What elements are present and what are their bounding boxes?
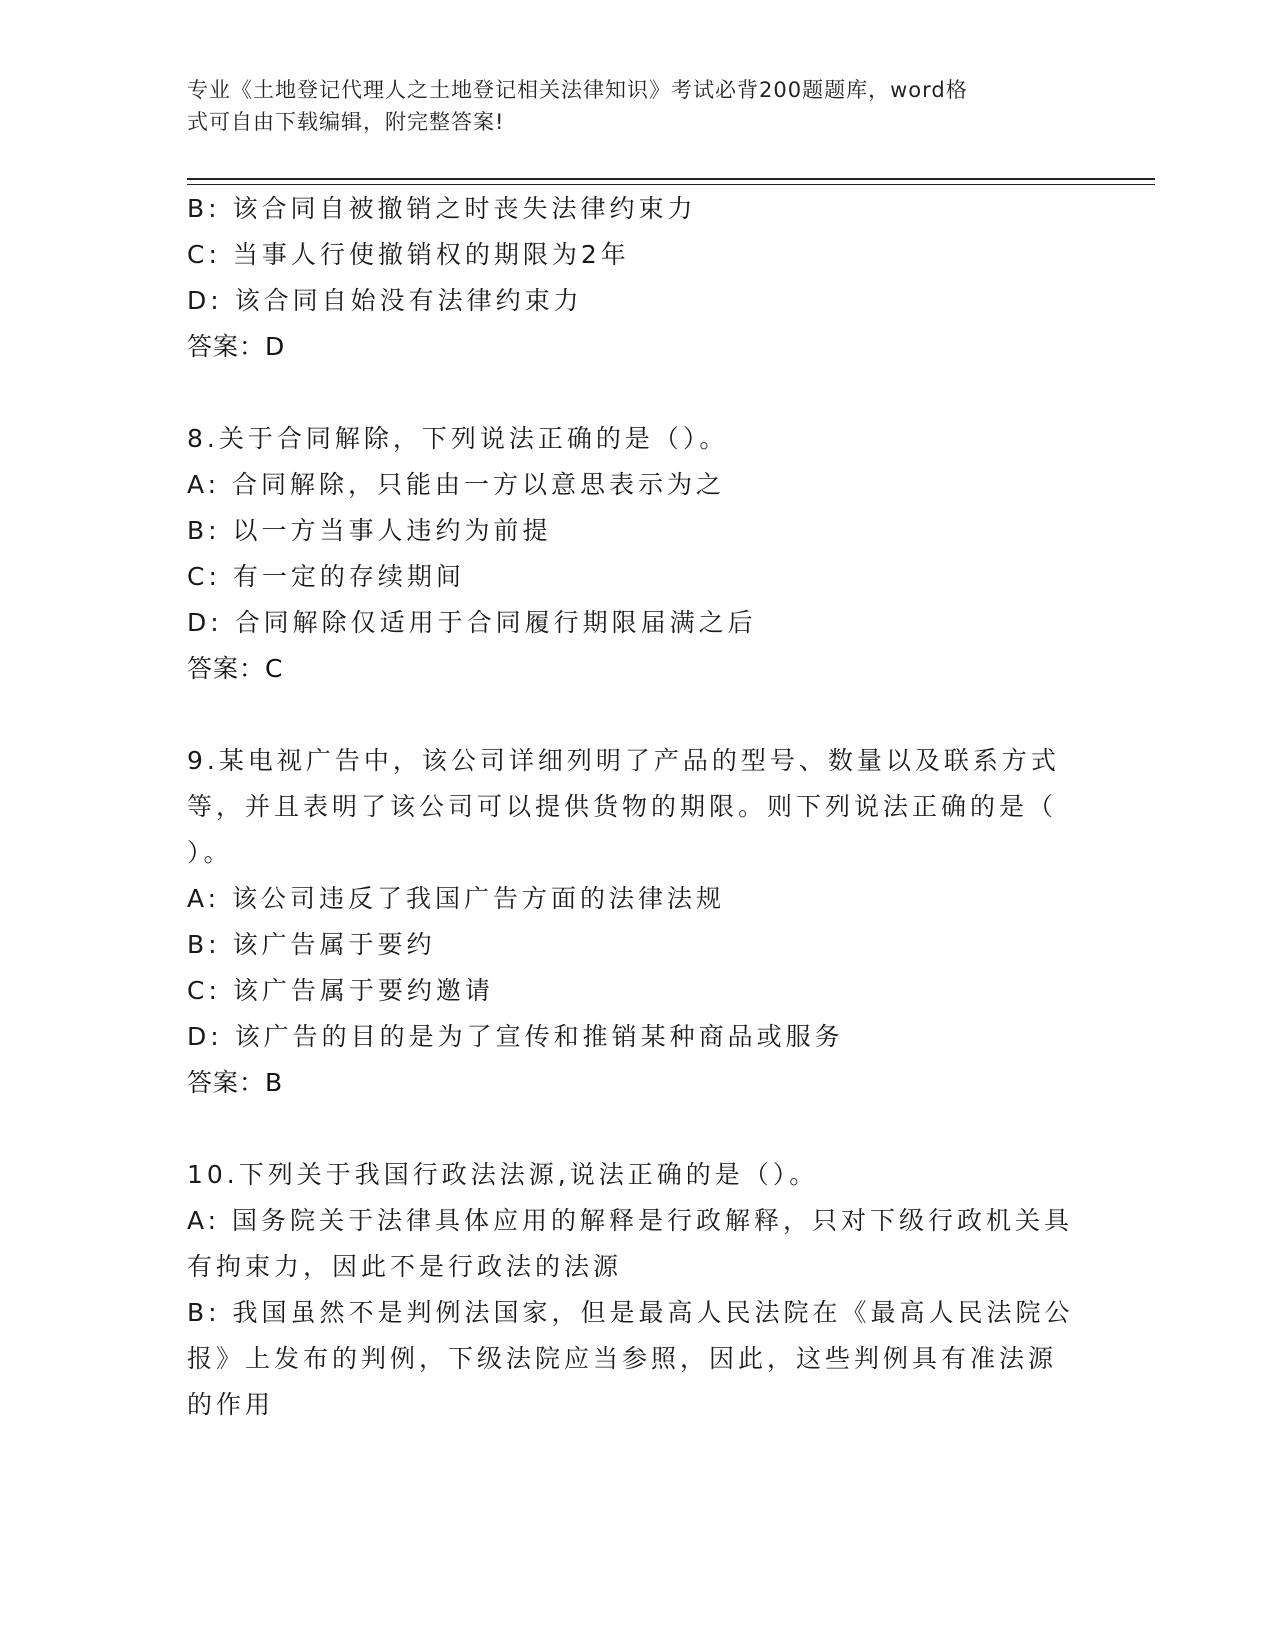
question-10-text: 10.下列关于我国行政法法源,说法正确的是（）。 — [187, 1160, 819, 1189]
question-7-option-d: D: 该合同自始没有法律约束力 — [187, 286, 583, 315]
question-9-option-b: B: 该广告属于要约 — [187, 930, 436, 959]
question-8-text: 8.关于合同解除，下列说法正确的是（）。 — [187, 424, 729, 453]
document-body — [187, 186, 1087, 1428]
question-10-option-b-line-3: 的作用 — [187, 1390, 275, 1419]
question-9-answer: 答案：B — [187, 1068, 284, 1097]
question-10-option-b-line-1: B: 我国虽然不是判例法国家，但是最高人民法院在《最高人民法院公 — [187, 1298, 1074, 1327]
question-9-block — [187, 738, 1087, 1106]
question-8-option-a: A: 合同解除，只能由一方以意思表示为之 — [187, 470, 726, 499]
question-10-block — [187, 1152, 1087, 1428]
spacer — [187, 1106, 1087, 1152]
question-8-option-b: B: 以一方当事人违约为前提 — [187, 516, 552, 545]
header-title-line-1: 专业《土地登记代理人之土地登记相关法律知识》考试必背200题题库，word格 — [187, 78, 968, 102]
question-8-option-d: D: 合同解除仅适用于合同履行期限届满之后 — [187, 608, 757, 637]
spacer — [187, 692, 1087, 738]
question-10-option-a-line-2: 有拘束力，因此不是行政法的法源 — [187, 1252, 623, 1281]
question-9-option-a: A: 该公司违反了我国广告方面的法律法规 — [187, 884, 726, 913]
question-7-block — [187, 186, 1087, 370]
question-9-text-line-2: 等，并且表明了该公司可以提供货物的期限。则下列说法正确的是（ — [187, 792, 1058, 821]
question-10-option-a-line-1: A: 国务院关于法律具体应用的解释是行政解释，只对下级行政机关具 — [187, 1206, 1074, 1235]
question-8-answer: 答案：C — [187, 654, 284, 683]
header-divider-thick — [187, 178, 1155, 180]
question-8-block — [187, 416, 1087, 692]
question-9-text-line-3: ）。 — [187, 838, 233, 867]
spacer — [187, 370, 1087, 416]
question-7-option-b: B: 该合同自被撤销之时丧失法律约束力 — [187, 194, 697, 223]
question-8-option-c: C: 有一定的存续期间 — [187, 562, 465, 591]
question-9-option-d: D: 该广告的目的是为了宣传和推销某种商品或服务 — [187, 1022, 844, 1051]
question-7-answer: 答案：D — [187, 332, 286, 361]
question-10-option-b-line-2: 报》上发布的判例，下级法院应当参照，因此，这些判例具有准法源 — [187, 1344, 1058, 1373]
header-divider-thin — [187, 184, 1155, 185]
header-title-line-2: 式可自由下载编辑，附完整答案! — [187, 110, 505, 134]
question-9-option-c: C: 该广告属于要约邀请 — [187, 976, 494, 1005]
document-header — [187, 74, 1067, 138]
question-9-text-line-1: 9.某电视广告中，该公司详细列明了产品的型号、数量以及联系方式 — [187, 746, 1060, 775]
question-7-option-c: C: 当事人行使撤销权的期限为2年 — [187, 240, 630, 269]
